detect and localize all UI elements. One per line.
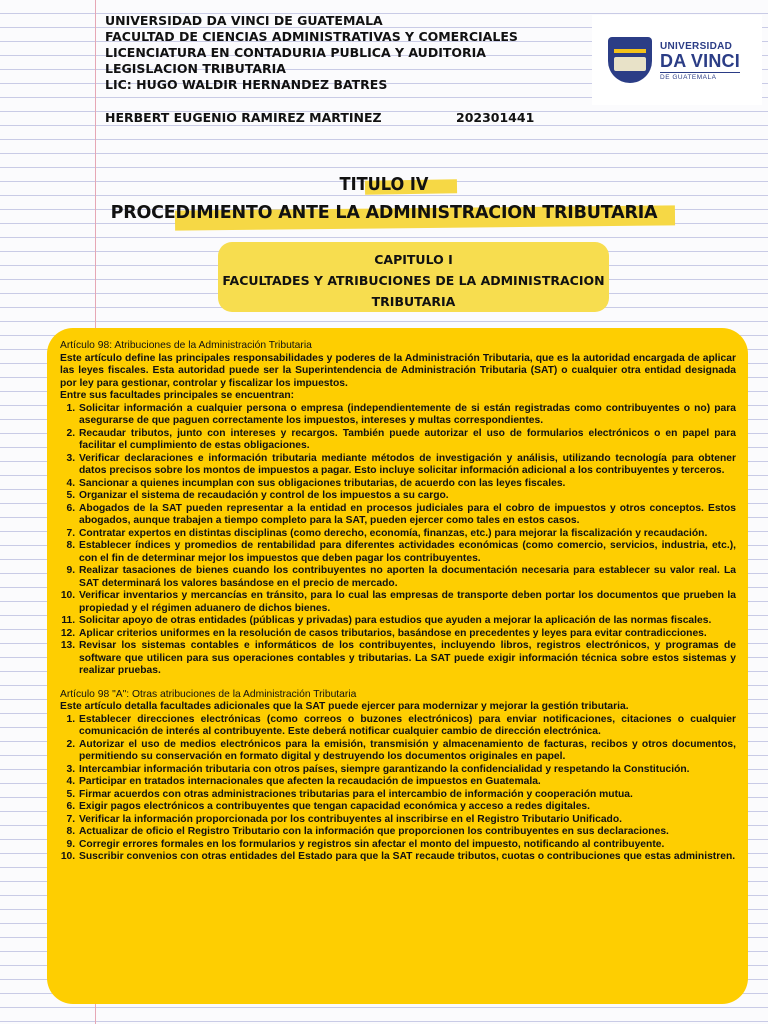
- list-item: 2. Recaudar tributos, junto con intereses y recargos. También puede autorizar el uso de formularios electrónicos o en papel para facilitar el cumplimiento de estas obligaciones.: [78, 428, 736, 453]
- student-name: HERBERT EUGENIO RAMIREZ MARTINEZ: [105, 110, 382, 125]
- shield-icon: [608, 37, 652, 83]
- article-98-list: [60, 403, 736, 678]
- article-98-intro: Este artículo define las principales responsabilidades y poderes de la Administración Tributaria, que es la autoridad encargada de aplicar las leyes fiscales. Esta autoridad puede ser la Superintendencia de Administración Tributaria (SAT) o cualquier otra entidad designada por ley para gestionar, controlar y fiscalizar los impuestos.: [60, 352, 736, 389]
- document-header: [105, 13, 518, 93]
- list-item: 4. Participar en tratados internacionales que afecten la recaudación de impuestos en Guatemala.: [78, 776, 736, 789]
- list-item: 9. Corregir errores formales en los formularios y registros sin afectar el monto del impuesto, notificando al contribuyente.: [78, 839, 736, 852]
- faculty-name: FACULTAD DE CIENCIAS ADMINISTRATIVAS Y COMERCIALES: [105, 29, 518, 44]
- list-item: 1. Establecer direcciones electrónicas (como correos o buzones electrónicos) para enviar notificaciones, citaciones o cualquier comunicación de interés al contribuyente. Este deberá notificar cualquier cambio de dirección electrónica.: [78, 714, 736, 739]
- article-content: [47, 328, 748, 1004]
- list-item: 3. Intercambiar información tributaria con otros países, siempre garantizando la confidencialidad y respetando la Constitución.: [78, 764, 736, 777]
- professor-name: LIC: HUGO WALDIR HERNANDEZ BATRES: [105, 77, 388, 92]
- list-item: 9. Realizar tasaciones de bienes cuando los contribuyentes no aporten la documentación necesaria para establecer su valor real. La SAT determinará los valores basándose en el precio de mercado.: [78, 565, 736, 590]
- list-item: 13. Revisar los sistemas contables e informáticos de los contribuyentes, incluyendo libros, registros electrónicos, y programas de software que utilicen para sus operaciones contables y tributarias. La SAT puede exigir información técnica sobre estos sistemas y realizar pruebas.: [78, 640, 736, 678]
- procedimiento-heading: PROCEDIMIENTO ANTE LA ADMINISTRACION TRIBUTARIA: [110, 203, 658, 223]
- article-98a-list: [60, 714, 736, 864]
- student-id: 202301441: [456, 110, 535, 125]
- list-item: 6. Abogados de la SAT pueden representar a la entidad en procesos judiciales para el cobro de impuestos y otros conceptos. Estos abogados, aunque trabajen a tiempo completo para la SAT, pueden ejercer como tales en estos casos.: [78, 503, 736, 528]
- list-item: 8. Actualizar de oficio el Registro Tributario con la información que proporcionen los contribuyentes en sus declaraciones.: [78, 826, 736, 839]
- list-item: 3. Verificar declaraciones e información tributaria mediante métodos de investigación y análisis, utilizando tecnología para obtener datos precisos sobre los montos de impuestos a pagar. Esto incluye solicitar información adicional a los contribuyentes y terceros.: [78, 453, 736, 478]
- list-item: 5. Firmar acuerdos con otras administraciones tributarias para el intercambio de información y cooperación mutua.: [78, 789, 736, 802]
- capitulo-subtitle-1: FACULTADES Y ATRIBUCIONES DE LA ADMINISTRACION: [222, 273, 605, 288]
- university-name: UNIVERSIDAD DA VINCI DE GUATEMALA: [105, 13, 383, 28]
- degree-name: LICENCIATURA EN CONTADURIA PUBLICA Y AUDITORIA: [105, 45, 486, 60]
- article-98-title: Artículo 98: Atribuciones de la Administración Tributaria: [60, 340, 312, 351]
- list-item: 1. Solicitar información a cualquier persona o empresa (independientemente de si están registradas como contribuyentes o no) para asegurarse de que paguen correctamente los impuestos, intereses y multas correspondientes.: [78, 403, 736, 428]
- article-98a-title: Artículo 98 "A": Otras atribuciones de la Administración Tributaria: [60, 688, 357, 700]
- logo-line-1: UNIVERSIDAD: [660, 41, 733, 52]
- logo-line-2: DA VINCI: [660, 51, 740, 71]
- university-logo: [592, 15, 762, 105]
- logo-wordmark: [660, 41, 740, 81]
- list-item: 10. Verificar inventarios y mercancías en tránsito, para lo cual las empresas de transporte deben portar los documentos que prueben la propiedad y el régimen aduanero de dichos bienes.: [78, 590, 736, 615]
- list-item: 11. Solicitar apoyo de otras entidades (públicas y privadas) para estudios que ayuden a mejorar la aplicación de las normas fiscales.: [78, 615, 736, 628]
- article-98a-intro: Este artículo detalla facultades adicionales que la SAT puede ejercer para modernizar y mejorar la gestión tributaria.: [60, 701, 629, 712]
- capitulo-subtitle-2: TRIBUTARIA: [371, 294, 456, 309]
- list-item: 8. Establecer índices y promedios de rentabilidad para diferentes actividades económicas (como comercio, servicios, industria, etc.), con el fin de determinar mejor los impuestos que deben pagar los contribuyentes.: [78, 540, 736, 565]
- list-item: 4. Sancionar a quienes incumplan con sus obligaciones tributarias, de acuerdo con las leyes fiscales.: [78, 478, 736, 491]
- list-item: 2. Autorizar el uso de medios electrónicos para la emisión, transmisión y almacenamiento de facturas, recibos y otros documentos, permitiendo su conservación en formato digital y destruyendo los documentos originales en papel.: [78, 739, 736, 764]
- titulo-heading: TITULO IV: [339, 174, 429, 195]
- list-item: 7. Contratar expertos en distintas disciplinas (como derecho, economía, finanzas, etc.) para mejorar la fiscalización y recaudación.: [78, 528, 736, 541]
- capitulo-box: [218, 242, 609, 312]
- list-item: 5. Organizar el sistema de recaudación y control de los impuestos a su cargo.: [78, 490, 736, 503]
- course-name: LEGISLACION TRIBUTARIA: [105, 61, 286, 76]
- list-item: 12. Aplicar criterios uniformes en la resolución de casos tributarios, basándose en precedentes y leyes para evitar contradicciones.: [78, 628, 736, 641]
- capitulo-title: CAPITULO I: [374, 252, 453, 267]
- list-item: 10. Suscribir convenios con otras entidades del Estado para que la SAT recaude tributos, cuotas o contribuciones que estas administren.: [78, 851, 736, 864]
- logo-line-3: DE GUATEMALA: [660, 72, 740, 81]
- list-item: 7. Verificar la información proporcionada por los contribuyentes al inscribirse en el Registro Tributario Unificado.: [78, 814, 736, 827]
- article-98-lead: Entre sus facultades principales se encuentran:: [60, 390, 295, 401]
- list-item: 6. Exigir pagos electrónicos a contribuyentes que tengan capacidad económica y acceso a redes digitales.: [78, 801, 736, 814]
